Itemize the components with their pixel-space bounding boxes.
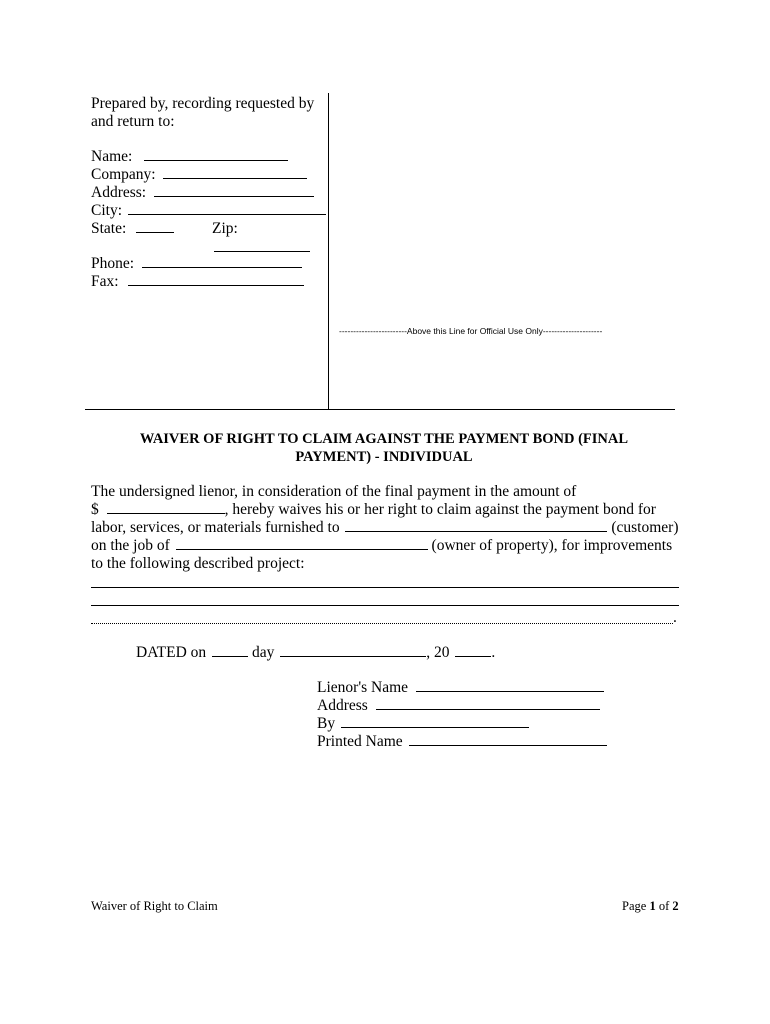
dated-day-field[interactable] — [212, 644, 248, 657]
printed-name-field[interactable] — [409, 733, 607, 746]
body-line-5: to the following described project: — [91, 555, 305, 572]
body-line-1: The undersigned lienor, in consideration of the final payment in the amount of — [91, 483, 577, 500]
prepared-by-line-2: and return to: — [91, 113, 175, 130]
dated-row — [136, 644, 495, 662]
dated-year-field[interactable] — [455, 644, 491, 657]
project-description-line-3[interactable] — [91, 623, 673, 624]
prepared-by-line-1: Prepared by, recording requested by — [91, 95, 315, 112]
page-total: 2 — [672, 899, 679, 913]
body-line-3 — [91, 519, 679, 537]
footer-page-number — [622, 899, 679, 914]
owner-label: (owner of property), for improvements — [431, 537, 673, 554]
lienor-name-field[interactable] — [416, 679, 604, 692]
state-field[interactable] — [136, 220, 174, 233]
signature-by-field[interactable] — [341, 715, 529, 728]
city-row — [91, 202, 326, 220]
body-line-2-text: , hereby waives his or her right to claim against the payment bond for — [224, 501, 656, 518]
signature-address-label: Address — [317, 697, 368, 714]
city-label: City: — [91, 202, 123, 219]
signature-by-row — [317, 715, 529, 733]
company-field[interactable] — [163, 166, 307, 179]
phone-row — [91, 255, 302, 273]
project-description-line-1[interactable] — [91, 587, 679, 588]
customer-label: (customer) — [611, 519, 679, 536]
body-line-4-text: on the job of — [91, 537, 170, 554]
header-horizontal-divider — [85, 409, 675, 410]
signature-address-row — [317, 697, 600, 715]
company-row — [91, 166, 307, 184]
page-label: Page — [622, 899, 647, 913]
lienor-name-label: Lienor's Name — [317, 679, 409, 696]
address-label: Address: — [91, 184, 147, 201]
footer-document-name: Waiver of Right to Claim — [91, 899, 218, 913]
project-description-line-2[interactable] — [91, 605, 679, 606]
printed-name-label: Printed Name — [317, 733, 403, 750]
zip-field[interactable] — [214, 251, 310, 252]
printed-name-row — [317, 733, 607, 751]
fax-row — [91, 273, 304, 291]
state-row — [91, 220, 174, 238]
body-line-3-text: labor, services, or materials furnished to — [91, 519, 340, 536]
address-row — [91, 184, 314, 202]
state-label: State: — [91, 220, 127, 237]
day-label: day — [251, 644, 275, 661]
zip-label: Zip: — [212, 220, 238, 237]
body-line-2 — [91, 501, 671, 519]
page-current: 1 — [649, 899, 656, 913]
year-prefix: , 20 — [426, 644, 450, 661]
fax-label: Fax: — [91, 273, 119, 290]
project-description-period: . — [673, 609, 677, 626]
header-vertical-divider — [328, 93, 329, 410]
document-title-line-1: WAIVER OF RIGHT TO CLAIM AGAINST THE PAYMENT BOND (FINAL — [139, 431, 629, 447]
name-row — [91, 148, 288, 166]
address-field[interactable] — [154, 184, 314, 197]
owner-of-property-field[interactable] — [176, 537, 428, 550]
name-field[interactable] — [144, 148, 288, 161]
signature-address-field[interactable] — [376, 697, 600, 710]
name-label: Name: — [91, 148, 133, 165]
fax-field[interactable] — [128, 273, 304, 286]
official-use-notice: ------------------------Above this Line for Official Use Only--------------------- — [339, 326, 603, 336]
dated-label: DATED on — [136, 644, 207, 661]
dated-month-field[interactable] — [280, 644, 426, 657]
page-of-label: of — [658, 899, 670, 913]
payment-amount-field[interactable] — [107, 501, 225, 514]
document-title-line-2: PAYMENT) - INDIVIDUAL — [295, 449, 473, 465]
customer-field[interactable] — [345, 519, 607, 532]
phone-label: Phone: — [91, 255, 135, 272]
dollar-sign: $ — [91, 501, 99, 518]
city-field[interactable] — [128, 202, 326, 215]
body-line-4 — [91, 537, 671, 555]
company-label: Company: — [91, 166, 156, 183]
lienor-name-row — [317, 679, 604, 697]
signature-by-label: By — [317, 715, 336, 732]
phone-field[interactable] — [142, 255, 302, 268]
dated-period: . — [491, 644, 496, 661]
